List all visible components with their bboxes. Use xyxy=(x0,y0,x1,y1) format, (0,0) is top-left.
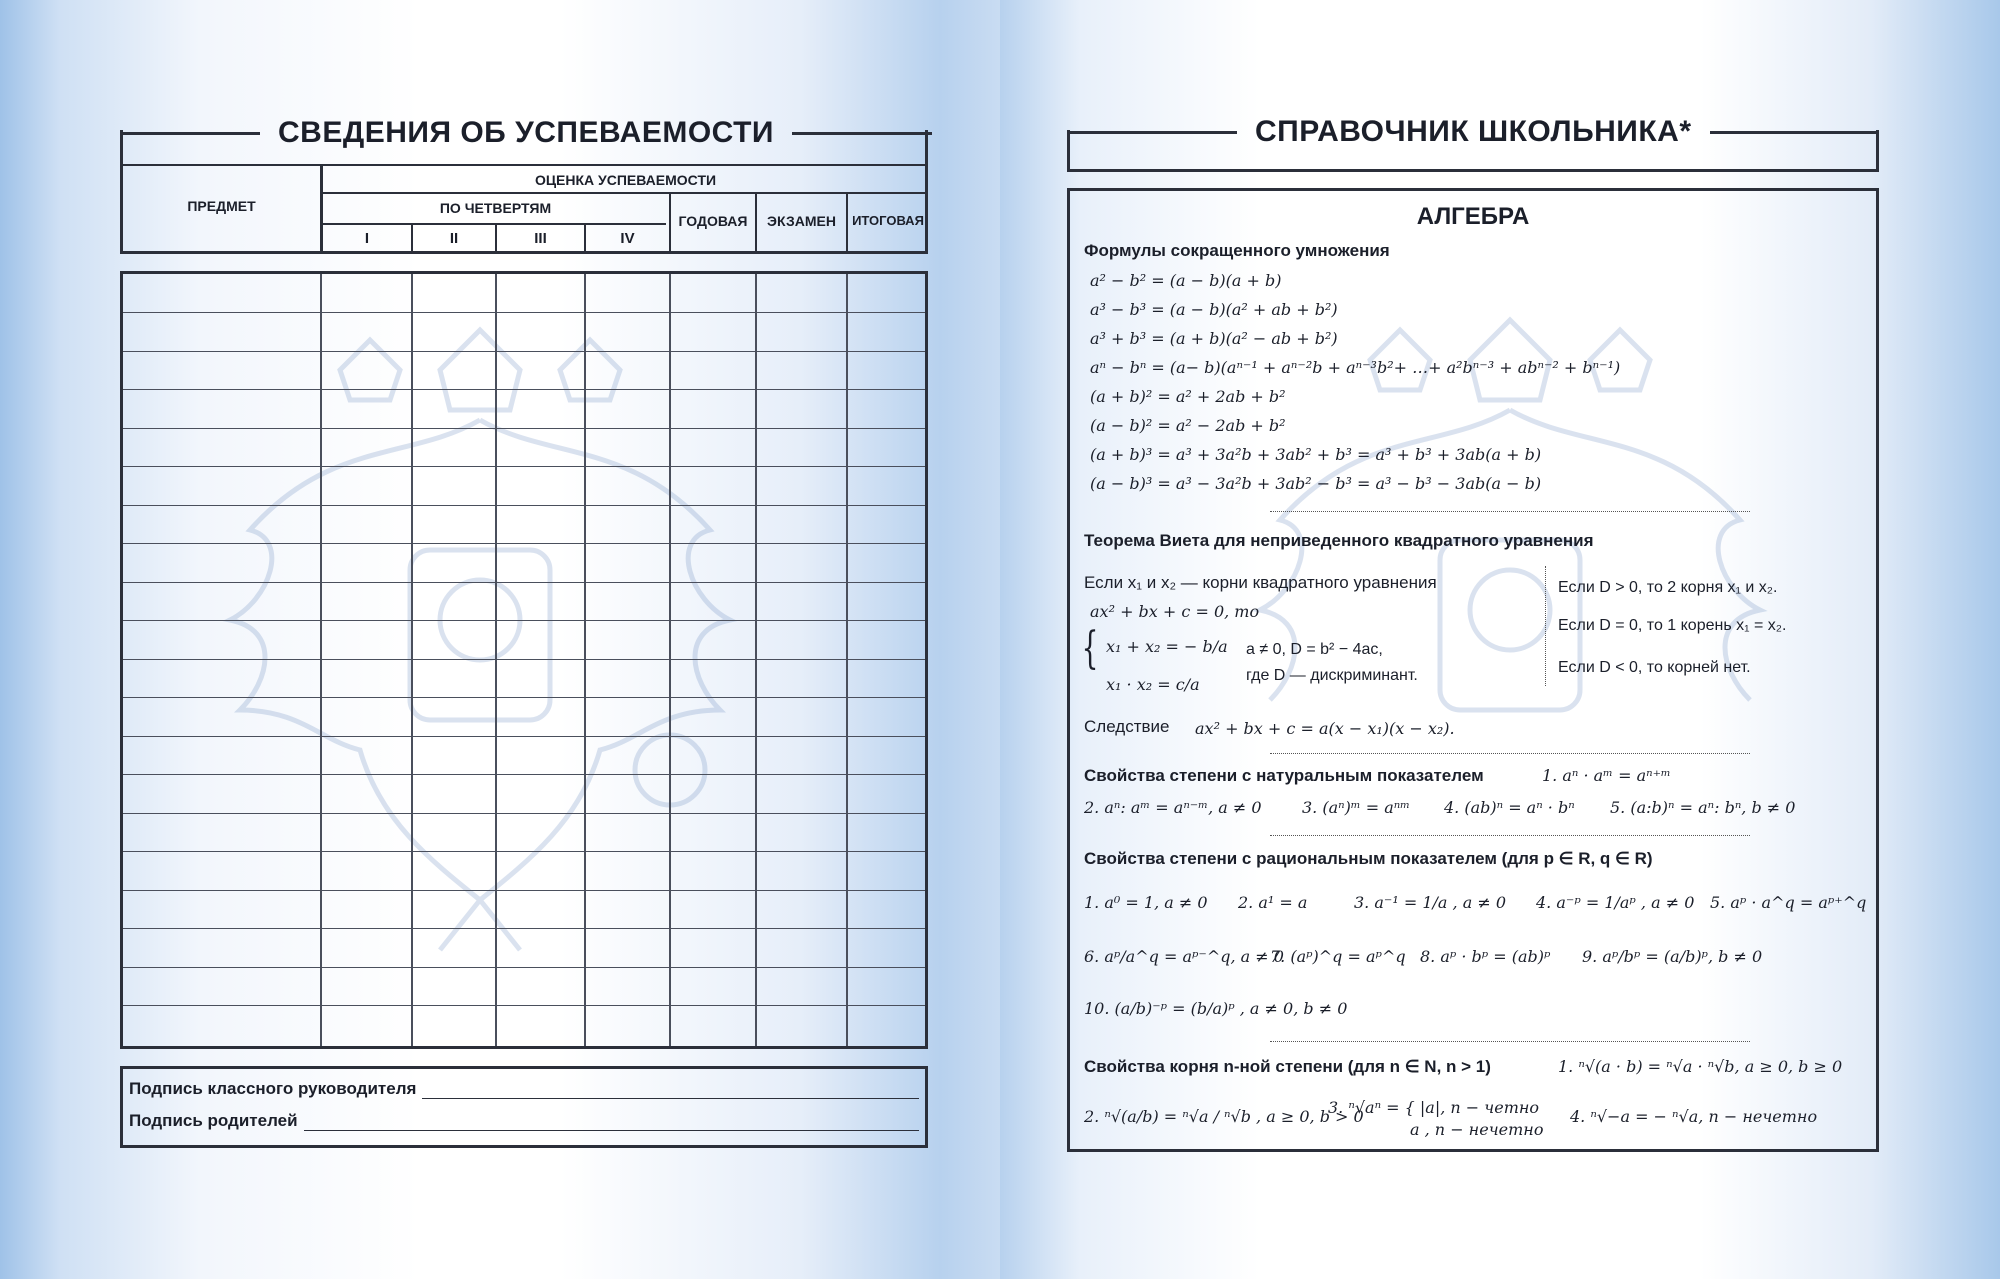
reference-title-box xyxy=(1067,130,1879,172)
rational-power-9: 9. aᵖ/bᵖ = (a/b)ᵖ, b ≠ 0 xyxy=(1582,947,1763,966)
quarter-3-header: III xyxy=(534,230,547,247)
rational-power-5: 5. aᵖ · a^q = aᵖ⁺^q xyxy=(1710,893,1867,912)
rational-power-2: 2. a¹ = a xyxy=(1238,893,1308,912)
vieta-title: Теорема Виета для неприведенного квадратного уравнения xyxy=(1084,531,1594,550)
formula-diff-nth: aⁿ − bⁿ = (a− b)(aⁿ⁻¹ + aⁿ⁻²b + aⁿ⁻³b²+ …+ a²bⁿ⁻³ + abⁿ⁻² + bⁿ⁻¹) xyxy=(1090,358,1621,377)
formula-diff-cubes: a³ − b³ = (a − b)(a² + ab + b²) xyxy=(1090,300,1338,319)
quarter-4-header: IV xyxy=(620,230,635,247)
vieta-condition-1: a ≠ 0, D = b² − 4ac, xyxy=(1246,641,1383,658)
parents-signature-label: Подпись родителей xyxy=(129,1111,298,1130)
vieta-product: x₁ · x₂ = c/a xyxy=(1106,675,1200,694)
exam-header: ЭКЗАМЕН xyxy=(766,213,836,229)
quarter-2-header: II xyxy=(449,230,459,247)
natural-power-1: 1. aⁿ · aᵐ = aⁿ⁺ᵐ xyxy=(1542,766,1671,785)
formula-cube-diff: (a − b)³ = a³ − 3a²b + 3ab² − b³ = a³ − b³ − 3ab(a − b) xyxy=(1090,474,1542,493)
rational-power-10: 10. (a/b)⁻ᵖ = (b/a)ᵖ , a ≠ 0, b ≠ 0 xyxy=(1084,999,1348,1018)
quarters-header: ПО ЧЕТВЕРТЯМ xyxy=(439,200,552,216)
vieta-condition-2: где D — дискриминант. xyxy=(1246,667,1418,684)
root-property-4: 4. ⁿ√−a = − ⁿ√a, n − нечетно xyxy=(1570,1107,1818,1126)
roots-title: Свойства корня n-ной степени (для n ∈ N, n > 1) xyxy=(1084,1057,1491,1076)
teacher-signature-line[interactable] xyxy=(422,1084,919,1099)
root-property-3-odd: a , n − нечетно xyxy=(1410,1120,1544,1139)
grades-table-header xyxy=(120,130,928,254)
vieta-consequence-label: Следствие xyxy=(1084,717,1170,736)
natural-power-4: 4. (ab)ⁿ = aⁿ · bⁿ xyxy=(1444,798,1575,817)
natural-powers-title: Свойства степени с натуральным показателем xyxy=(1084,766,1484,785)
parents-signature-row xyxy=(129,1111,919,1131)
rational-powers-title: Свойства степени с рациональным показателем (для p ∈ R, q ∈ R) xyxy=(1084,849,1653,868)
discriminant-case-2: Если D = 0, то 1 корень x₁ = x₂. xyxy=(1558,617,1787,634)
rational-power-1: 1. a⁰ = 1, a ≠ 0 xyxy=(1084,893,1208,912)
natural-power-5: 5. (a:b)ⁿ = aⁿ: bⁿ, b ≠ 0 xyxy=(1610,798,1796,817)
signatures-box xyxy=(120,1066,928,1148)
progress-title: СВЕДЕНИЯ ОБ УСПЕВАЕМОСТИ xyxy=(278,116,774,149)
rational-power-4: 4. a⁻ᵖ = 1/aᵖ , a ≠ 0 xyxy=(1536,893,1695,912)
vieta-line-2: ax² + bx + c = 0, то xyxy=(1090,602,1260,621)
reference-title: СПРАВОЧНИК ШКОЛЬНИКА* xyxy=(1255,115,1692,148)
right-page xyxy=(1000,0,2000,1279)
algebra-heading: АЛГЕБРА xyxy=(1416,203,1530,230)
subject-header: ПРЕДМЕТ xyxy=(187,198,256,214)
parents-signature-line[interactable] xyxy=(304,1116,919,1131)
discriminant-case-3: Если D < 0, то корней нет. xyxy=(1558,659,1751,676)
algebra-reference-box xyxy=(1067,188,1879,1152)
formula-square-sum: (a + b)² = a² + 2ab + b² xyxy=(1090,387,1286,406)
rational-power-7: 7. (aᵖ)^q = aᵖ^q xyxy=(1270,947,1406,966)
rational-power-6: 6. aᵖ/a^q = aᵖ⁻^q, a ≠ 0 xyxy=(1084,947,1284,966)
system-brace: { xyxy=(1081,623,1099,674)
quarter-1-header: I xyxy=(364,230,370,247)
root-property-2: 2. ⁿ√(a/b) = ⁿ√a / ⁿ√b , a ≥ 0, b > 0 xyxy=(1084,1107,1364,1126)
rational-power-8: 8. aᵖ · bᵖ = (ab)ᵖ xyxy=(1420,947,1551,966)
vieta-sum: x₁ + x₂ = − b/a xyxy=(1106,637,1228,656)
final-header: ИТОГОВАЯ xyxy=(852,213,924,228)
grades-header: ОЦЕНКА УСПЕВАЕМОСТИ xyxy=(534,172,717,188)
annual-header: ГОДОВАЯ xyxy=(678,213,748,229)
grades-grid xyxy=(120,271,928,1049)
abbrev-mult-title: Формулы сокращенного умножения xyxy=(1084,241,1390,260)
root-property-3-even: 3. ⁿ√aⁿ = { |a|, n − четно xyxy=(1328,1098,1540,1117)
root-property-1: 1. ⁿ√(a · b) = ⁿ√a · ⁿ√b, a ≥ 0, b ≥ 0 xyxy=(1558,1057,1843,1076)
teacher-signature-row xyxy=(129,1079,919,1099)
formula-sum-cubes: a³ + b³ = (a + b)(a² − ab + b²) xyxy=(1090,329,1338,348)
vieta-line-1: Если x₁ и x₂ — корни квадратного уравнения xyxy=(1084,573,1437,592)
rational-power-3: 3. a⁻¹ = 1/a , a ≠ 0 xyxy=(1354,893,1506,912)
vieta-consequence: ax² + bx + c = a(x − x₁)(x − x₂). xyxy=(1195,719,1455,738)
discriminant-case-1: Если D > 0, то 2 корня x₁ и x₂. xyxy=(1558,579,1778,596)
formula-diff-squares: a² − b² = (a − b)(a + b) xyxy=(1090,271,1282,290)
natural-power-3: 3. (aⁿ)ᵐ = aⁿᵐ xyxy=(1302,798,1411,817)
teacher-signature-label: Подпись классного руководителя xyxy=(129,1079,417,1098)
natural-power-2: 2. aⁿ: aᵐ = aⁿ⁻ᵐ, a ≠ 0 xyxy=(1084,798,1262,817)
formula-cube-sum: (a + b)³ = a³ + 3a²b + 3ab² + b³ = a³ + b³ + 3ab(a + b) xyxy=(1090,445,1542,464)
formula-square-diff: (a − b)² = a² − 2ab + b² xyxy=(1090,416,1286,435)
